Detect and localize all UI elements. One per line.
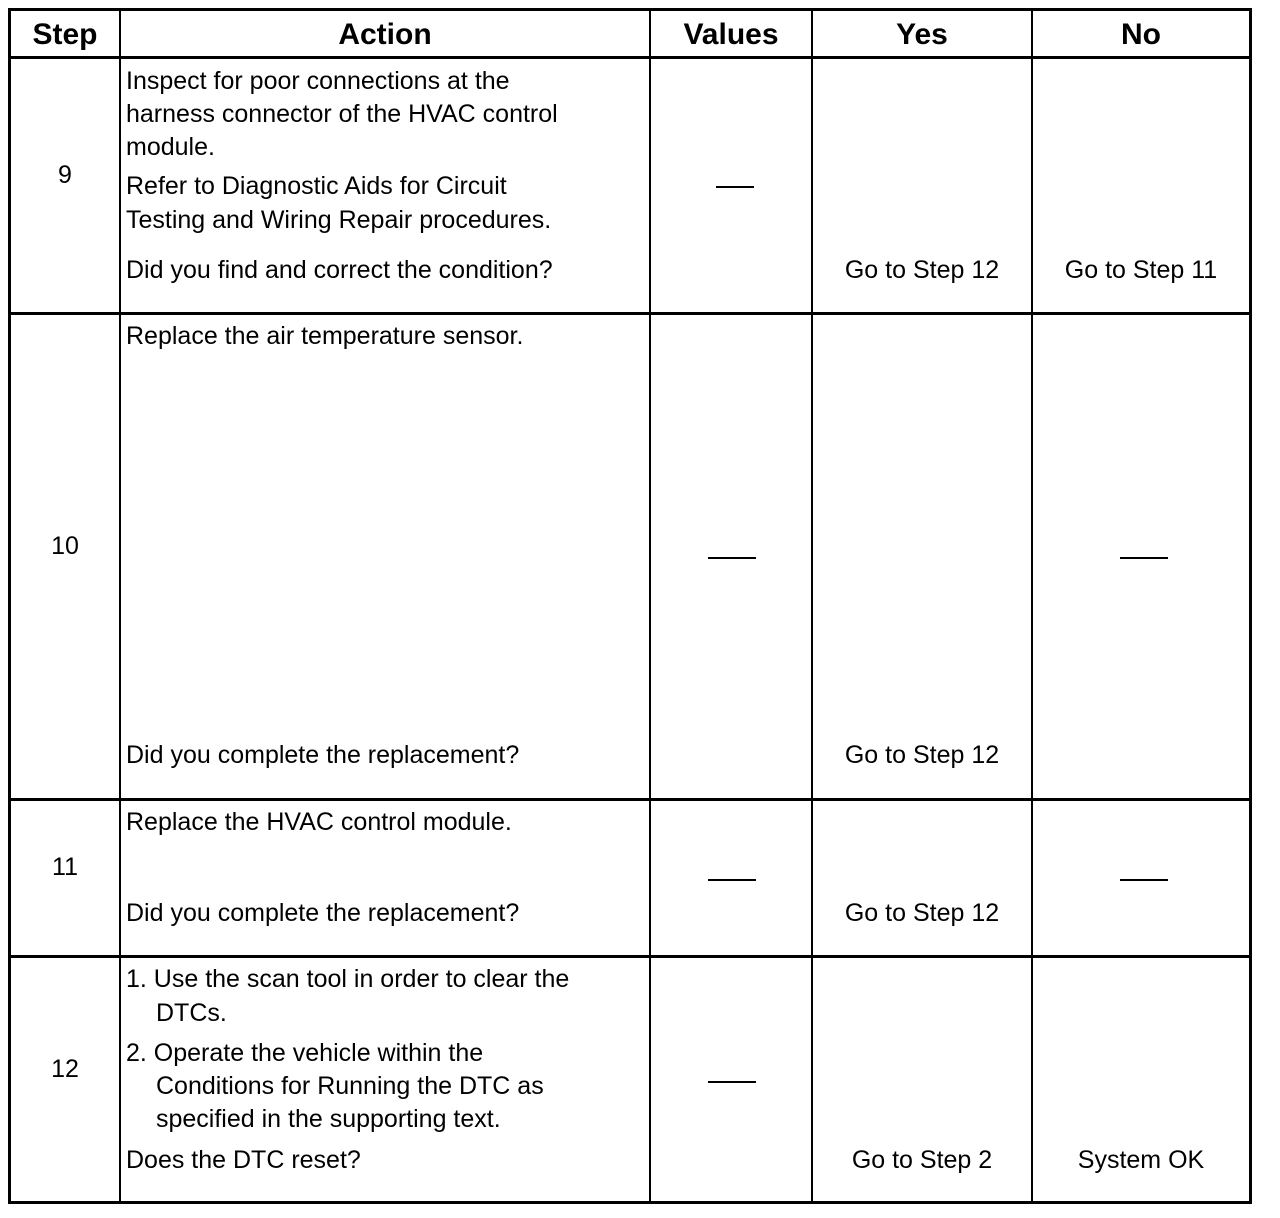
row-divider	[11, 312, 1249, 315]
header-step: Step	[32, 17, 98, 51]
column-divider	[1031, 11, 1033, 1201]
header-yes: Yes	[896, 17, 948, 51]
diagnostic-table	[8, 8, 1252, 1204]
action-line: DTCs.	[156, 999, 227, 1027]
header-no: No	[1121, 17, 1161, 51]
no-result: System OK	[1077, 1146, 1205, 1174]
action-line: Testing and Wiring Repair procedures.	[126, 206, 552, 234]
column-divider	[811, 11, 813, 1201]
values-dash	[716, 186, 754, 188]
action-line: Replace the HVAC control module.	[126, 808, 512, 836]
header-values: Values	[683, 17, 779, 51]
no-dash	[1120, 557, 1168, 559]
action-line: specified in the supporting text.	[156, 1105, 501, 1133]
action-line: 1. Use the scan tool in order to clear the	[126, 965, 570, 993]
action-line: module.	[126, 133, 215, 161]
step-number: 9	[58, 161, 72, 189]
yes-result: Go to Step 12	[844, 899, 1000, 927]
values-dash	[708, 557, 756, 559]
yes-result: Go to Step 12	[844, 256, 1000, 284]
step-number: 11	[52, 853, 78, 881]
action-line: Replace the air temperature sensor.	[126, 322, 524, 350]
header-action: Action	[338, 17, 432, 51]
step-number: 10	[51, 532, 79, 560]
column-divider	[649, 11, 651, 1201]
action-line: 2. Operate the vehicle within the	[126, 1039, 484, 1067]
yes-result: Go to Step 12	[844, 741, 1000, 769]
row-divider	[11, 955, 1249, 958]
action-question: Did you complete the replacement?	[126, 741, 520, 769]
action-line: Inspect for poor connections at the	[126, 67, 510, 95]
no-result: Go to Step 11	[1064, 256, 1218, 284]
action-line: Conditions for Running the DTC as	[156, 1072, 544, 1100]
step-number: 12	[51, 1055, 79, 1083]
values-dash	[708, 1081, 756, 1083]
row-divider	[11, 798, 1249, 801]
yes-result: Go to Step 2	[851, 1146, 993, 1174]
action-question: Does the DTC reset?	[126, 1146, 361, 1174]
action-question: Did you find and correct the condition?	[126, 256, 553, 284]
action-line: Refer to Diagnostic Aids for Circuit	[126, 172, 507, 200]
values-dash	[708, 879, 756, 881]
action-line: harness connector of the HVAC control	[126, 100, 558, 128]
no-dash	[1120, 879, 1168, 881]
column-divider	[119, 11, 121, 1201]
action-question: Did you complete the replacement?	[126, 899, 520, 927]
